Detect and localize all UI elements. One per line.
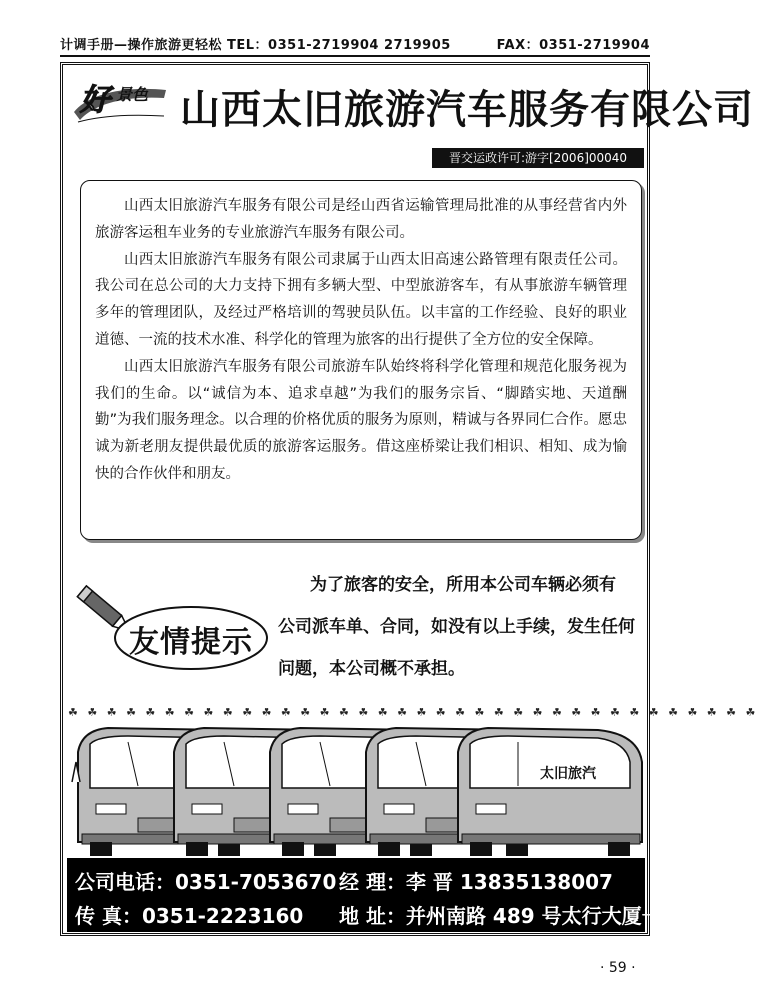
logo-char: 好 [80, 83, 110, 118]
header-text: 计调手册—操作旅游更轻松 TEL：0351-2719904 2719905 [60, 38, 451, 53]
company-address: 地 址：并州南路 489 号太行大厦一层 [339, 904, 682, 928]
company-logo [70, 72, 170, 130]
decorative-border: ☘ ☘ ☘ ☘ ☘ ☘ ☘ ☘ ☘ ☘ ☘ ☘ ☘ ☘ ☘ ☘ ☘ ☘ ☘ ☘ ☘ ☘ ☘ ☘ ☘ ☘ ☘ ☘ ☘ ☘ ☘ ☘ ☘ ☘ ☘ ☘ [68, 706, 758, 719]
tip-text-line: 为了旅客的安全，所用本公司车辆必须有 [310, 575, 616, 595]
page-header [60, 34, 650, 56]
logo-subchars: 景色 [116, 85, 149, 104]
company-title: 山西太旧旅游汽车服务有限公司 [180, 87, 754, 133]
tip-title: 友情提示 [129, 625, 253, 660]
license-badge: 晋交运政许可:游字[2006]00040 [432, 148, 644, 168]
intro-paragraph: 山西太旧旅游汽车服务有限公司隶属于山西太旧高速公路管理有限责任公司。我公司在总公司的大力支持下拥有多辆大型、中型旅游客车，有从事旅游车辆管理多年的管理团队，及经过严格培训的驾驶员队伍。以丰富的工作经验、良好的职业道德、一流的技术水准、科学化的管理为旅客的出行提供了全方位的安全保障。 [95, 251, 627, 348]
intro-paragraph: 山西太旧旅游汽车服务有限公司是经山西省运输管理局批准的从事经营省内外旅游客运租车业务的专业旅游汽车服务有限公司。 [95, 198, 627, 241]
header-divider [60, 55, 650, 57]
manager-contact: 经 理：李 晋 13835138007 [339, 870, 613, 894]
tip-text-line: 公司派车单、合同，如没有以上手续，发生任何 [278, 617, 635, 637]
contact-panel [67, 858, 682, 932]
header-fax: FAX：0351-2719904 [496, 38, 650, 53]
company-intro [80, 180, 642, 540]
bus-fleet-illustration [68, 722, 644, 858]
intro-paragraph: 山西太旧旅游汽车服务有限公司旅游车队始终将科学化管理和规范化服务视为我们的生命。以“诚信为本、追求卓越”为我们的服务宗旨、“脚踏实地、天道酬勤”为我们服务理念。以合理的价格优质的服务为原则，精诚与各界同仁合作。愿忠诚为新老朋友提供最优质的旅游客运服务。借这座桥梁让我们相识、相知、成为愉快的合作伙伴和朋友。 [95, 358, 627, 482]
fax-number: 传 真：0351-2223160 [75, 904, 304, 928]
bus-label: 太旧旅汽 [540, 766, 596, 782]
company-phone: 公司电话：0351-7053670 [75, 870, 337, 894]
page-number: · 59 · [600, 960, 636, 976]
tip-text-line: 问题，本公司概不承担。 [278, 659, 465, 679]
